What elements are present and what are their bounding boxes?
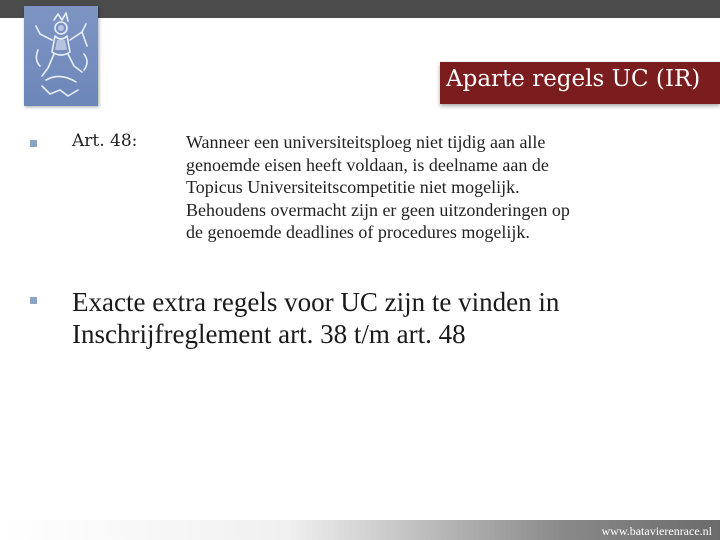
article-line: Behoudens overmacht zijn er geen uitzonderingen op <box>186 199 570 220</box>
main-point-line: Inschrijfreglement art. 38 t/m art. 48 <box>72 319 466 349</box>
footer-url: www.batavierenrace.nl <box>601 524 712 538</box>
main-point-text <box>72 286 692 350</box>
article-text <box>186 131 686 244</box>
article-line: Topicus Universiteitscompetitie niet mogelijk. <box>186 177 520 197</box>
square-bullet-icon <box>30 297 37 304</box>
batavieren-logo-icon <box>24 6 98 106</box>
article-line: de genoemde deadlines of procedures mogelijk. <box>186 222 530 242</box>
article-label: Art. 48: <box>72 131 138 151</box>
main-point-line: Exacte extra regels voor UC zijn te vinden in <box>72 287 560 317</box>
article-line: Wanneer een universiteitsploeg niet tijdig aan alle <box>186 132 546 152</box>
square-bullet-icon <box>30 140 37 147</box>
slide-title: Aparte regels UC (IR) <box>446 66 701 92</box>
article-line: genoemde eisen heeft voldaan, is deelname aan de <box>186 154 549 175</box>
top-band <box>0 0 720 18</box>
